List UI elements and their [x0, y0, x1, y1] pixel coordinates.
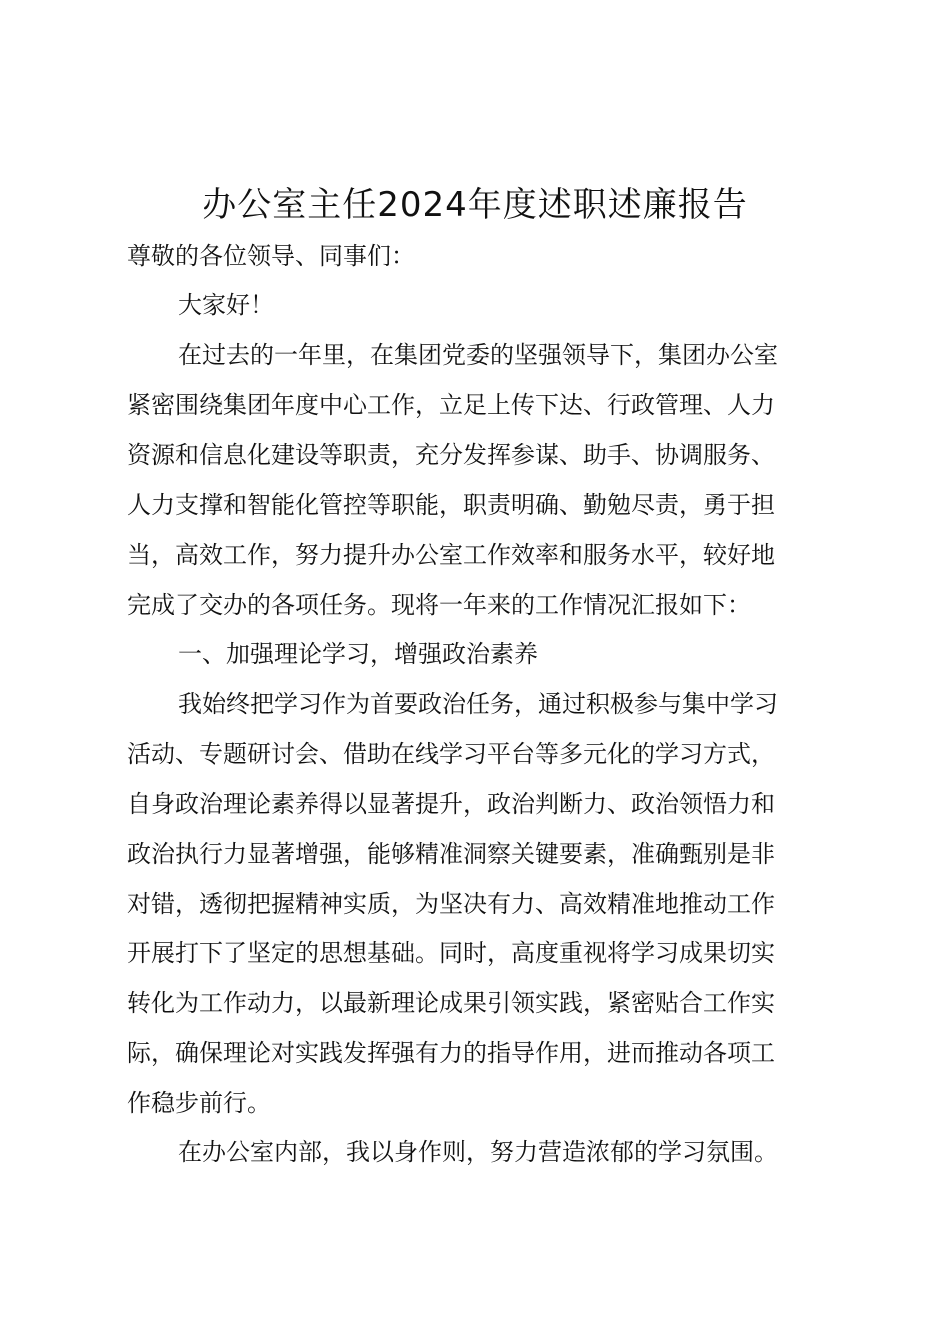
- paragraph-2-line-9: 作稳步前行。: [127, 1089, 271, 1117]
- section-heading-1: 一、加强理论学习，增强政治素养: [178, 640, 538, 668]
- paragraph-1-line-2: 紧密围绕集团年度中心工作，立足上传下达、行政管理、人力: [127, 391, 775, 419]
- greeting-line: 大家好！: [178, 291, 274, 319]
- paragraph-2-line-7: 转化为工作动力，以最新理论成果引领实践，紧密贴合工作实: [127, 989, 775, 1017]
- paragraph-1-line-3: 资源和信息化建设等职责，充分发挥参谋、助手、协调服务、: [127, 441, 775, 469]
- salutation-line: 尊敬的各位领导、同事们：: [127, 242, 415, 270]
- paragraph-1-line-6: 完成了交办的各项任务。现将一年来的工作情况汇报如下：: [127, 591, 751, 619]
- paragraph-1-line-5: 当，高效工作，努力提升办公室工作效率和服务水平，较好地: [127, 541, 775, 569]
- document-title: 办公室主任2024年度述职述廉报告: [202, 185, 748, 225]
- paragraph-2-line-2: 活动、专题研讨会、借助在线学习平台等多元化的学习方式，: [127, 740, 775, 768]
- paragraph-1-line-4: 人力支撑和智能化管控等职能，职责明确、勤勉尽责，勇于担: [127, 491, 775, 519]
- paragraph-3-line-1: 在办公室内部，我以身作则，努力营造浓郁的学习氛围。: [178, 1138, 778, 1166]
- paragraph-2-line-5: 对错，透彻把握精神实质，为坚决有力、高效精准地推动工作: [127, 890, 775, 918]
- paragraph-2-line-3: 自身政治理论素养得以显著提升，政治判断力、政治领悟力和: [127, 790, 775, 818]
- paragraph-2-line-1: 我始终把学习作为首要政治任务，通过积极参与集中学习: [178, 690, 778, 718]
- paragraph-2-line-8: 际，确保理论对实践发挥强有力的指导作用，进而推动各项工: [127, 1039, 775, 1067]
- paragraph-2-line-6: 开展打下了坚定的思想基础。同时，高度重视将学习成果切实: [127, 939, 775, 967]
- paragraph-2-line-4: 政治执行力显著增强，能够精准洞察关键要素，准确甄别是非: [127, 840, 775, 868]
- paragraph-1-line-1: 在过去的一年里，在集团党委的坚强领导下，集团办公室: [178, 341, 778, 369]
